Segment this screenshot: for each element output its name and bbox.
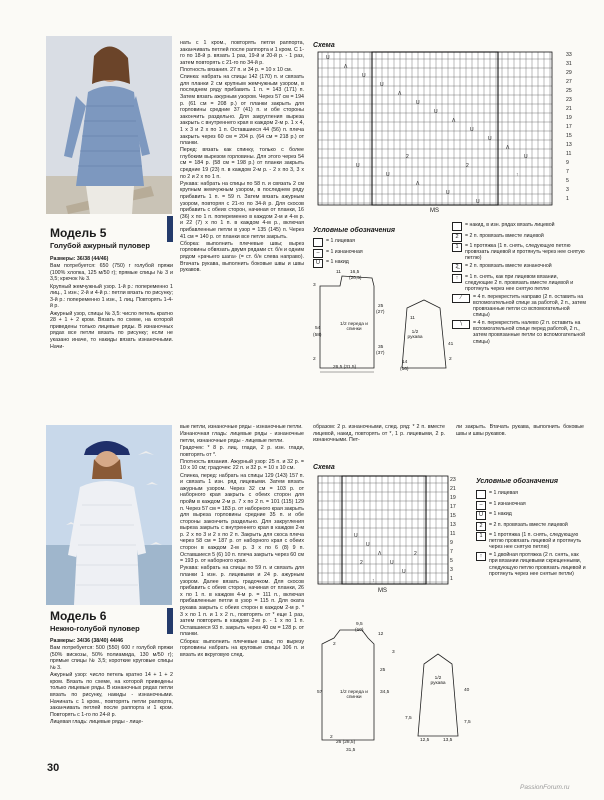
model6-legend (476, 490, 588, 578)
model6-para: Спинка, перед: набрать на спицы 129 (143) 157 п. и связать 1 изн. ряд лицевыми. Затем вязать ажурным узором. Через 32 см = 103 р. от наборного края закрыть с обеих сторон для пройм в каждом 2-м р. 7 х по 2 п. = 101 (115) 129 п. Через 57 см = 183 р. от наборного края закрыть для выреза горловины средние 35 п. и обе стороны закончить раздельно. Для закругления выреза закрыть с внутреннего края в каждом 2-м р. 2 х по 3 и 2 х по 2 п. Закрыть для скоса плеча через 58 см = 187 р. от наборного края с обеих сторон в каждом 2-м р. 3 х по 6 (8) 9 п. Оставшиеся 5 (6) 10 п. плеча закрыть через 60 см = 193 р. от наборного края. (180, 472, 304, 565)
row-number: 23 (566, 97, 572, 103)
svg-text:↑: ↑ (516, 172, 519, 178)
model6-pattern-diagram (312, 624, 472, 754)
row-number: 23 (450, 477, 456, 483)
svg-text:Λ: Λ (416, 181, 420, 187)
row-number: 29 (566, 70, 572, 76)
model6-dim: 3 (392, 650, 395, 655)
svg-text:↑: ↑ (372, 578, 375, 584)
legend-entry: = 1 лицевая (489, 490, 518, 496)
model6-scheme-label: Схема (313, 464, 335, 471)
model6-para: Вам потребуется: 500 (550) 600 г голубой пряжи (50% вискозы, 50% полиамида, 130 м/50 г); прямые спицы № 3,5; короткие круговые спицы № 3. (50, 645, 173, 671)
model5-subtitle: Голубой ажурный пуловер (50, 241, 150, 250)
row-number: 31 (566, 61, 572, 67)
svg-text:2: 2 (406, 154, 409, 160)
row-number: 17 (450, 504, 456, 510)
k2tog-icon: 2 (476, 522, 486, 531)
model5-para: Вам потребуется: 650 (750) г голубой пряжи (100% хлопка, 125 м/50 г); прямые спицы № 3 и 3,5; крючок № 3. (50, 263, 173, 283)
model6-scheme-row-numbers (450, 476, 464, 584)
model6-dim: 57 (317, 690, 323, 695)
svg-text:U: U (446, 190, 450, 196)
model6-dim: 12,5 (420, 738, 430, 743)
svg-text:U: U (402, 569, 406, 575)
svg-text:U: U (470, 127, 474, 133)
k2tog-icon: 2 (452, 233, 462, 242)
row-number: 13 (450, 522, 456, 528)
site-watermark: PassionForum.ru (520, 784, 570, 791)
model5-accent-bar (167, 216, 173, 242)
model5-scheme-chart (316, 50, 574, 210)
model6-para: Сборка: выполнить плечевые швы; по вырезу горловины набрать на круговые спицы 106 п. и вязать их вкруговую след. (180, 638, 304, 658)
svg-text:Λ: Λ (378, 551, 382, 557)
model5-dim: (16) (400, 367, 409, 372)
row-number: 9 (566, 160, 569, 166)
page-number: 30 (47, 762, 60, 774)
model6-para: Градочек: * 8 р. лиц. глади, 2 р. изн. глади, повторять от *. (180, 444, 304, 458)
model6-para: Плотность вязания. Ажурный узор: 25 п. и 32 р. = 10 х 10 см; градочек: 22 п. и 32 р. = 10 х 10 см. (180, 458, 304, 472)
model6-para: Рукава: набрать на спицы по 59 п. и связать для планки 1 изн. р. лицевыми и 24 р. ажурным узором. Далее вязать градочком. Для скосов прибавить с обеих сторон, начиная от планки, 26 х по 1 п. в каждом 4-м р. = 111 п., включая прибавленные петли в узор = 115 п. Для оката рукава закрыть с обеих сторон в каждом 2-м р. * 3 х по 1 п. и 1 х 2 п., повторять от * еще 1 раз, затем повторить в каждом 2-м р. - 1 х по 1 п. Оставшиеся 93 п. закрыть через 40 см = 128 р. от планки. (180, 565, 304, 638)
row-number: 13 (566, 142, 572, 148)
model6-dim: 34,5 (380, 690, 390, 695)
row-number: 17 (566, 124, 572, 130)
legend-entry: = накид, в изн. рядах вязать лицевой (465, 222, 555, 228)
knit-icon (313, 238, 323, 247)
model5-left-text (50, 256, 173, 351)
model5-para: нать с 1 кром., повторять петли раппорта, заканчивать петлей после раппорта и 1 кром. С 1-го по 18-й р. вязать 1 раз, 19-й и 20-й р. - 1 раз, затем повторять с 21-го по 34-й р. (180, 40, 304, 66)
svg-text:U: U (326, 55, 330, 61)
yarn-over-icon: U (476, 511, 486, 520)
model6-para: Лицевая гладь: лицевые ряды - лице- (50, 718, 144, 725)
row-number: 5 (566, 178, 569, 184)
model5-photo (46, 36, 172, 214)
model5-title: Модель 5 (50, 226, 107, 240)
svg-text:U: U (524, 154, 528, 160)
model5-legend-left (313, 238, 403, 270)
purl-icon: – (313, 249, 323, 258)
model6-piece-label: 1/2 рукава (430, 676, 446, 686)
model5-sizes: Размеры: 36/38 (44/46) (50, 256, 109, 262)
row-number: 11 (566, 151, 572, 157)
model5-para: Крупный жемчужный узор. 1-й р.: попеременно 1 лиц., 1 изн.; 2-й и 4-й р.: петли вязать по рисунку; 3-й р.: попеременно 1 изн., 1 лиц. Повторять 1-4-й р. (50, 283, 173, 310)
model5-dim: 2 (313, 357, 316, 362)
model6-left-text (50, 638, 173, 726)
model6-col4-top: ли закрыть. Втачать рукава, выполнить боковые швы и швы рукавов. (456, 424, 584, 437)
model5-middle-text (180, 40, 304, 274)
model5-dim: 3 (313, 283, 316, 288)
row-number: 25 (566, 88, 572, 94)
model6-dim: 12 (378, 632, 384, 637)
model5-para: Сборка: выполнить плечевые швы; вырез горловины обвязать двумя рядами ст. б/н и одним рядом «рачьего шага» (= ст. б/н слева направо). Втачать рукава, выполнить боковые швы и швы рукавов. (180, 240, 304, 274)
sk2p-icon: ↑ (452, 274, 462, 283)
row-number: 1 (450, 576, 453, 582)
model5-dim: 54 (315, 326, 321, 331)
legend-entry: = 1 п. снять, как при лицевом вязании, следующие 2 п. провязать вместе лицевой и протянуть через нее снятую петлю (465, 273, 574, 293)
double-ssk-icon: ↑ (476, 552, 486, 561)
legend-entry: = 1 протяжка (1 п. снять, следующую петлю провязать лицевой и протянуть через нее снятую петлю) (465, 243, 585, 262)
model5-para: Спинка: набрать на спицы 142 (170) п. и связать для планки 2 см крупным жемчужным узором, в последнем ряду прибавить 1 п. = 143 (171) п. Затем вязать ажурным узором. Через 57 см = 194 р. (61 см = 208 р.) от планки закрыть для горловины средние 37 (41) п. и обе стороны закончить раздельно. Для закругления выреза закрыть с внутреннего края в каждом 2-м р. 1 х 4, 1 х 3 и 2 х по 1 п. Оставшиеся 44 (56) п. плеча закрыть через 60 см = 204 р. (64 см = 218 р.) от планки. (180, 74, 304, 147)
row-number: 19 (566, 115, 572, 121)
purl-icon: – (476, 501, 486, 510)
model5-scheme-ms: MS (430, 208, 439, 214)
model5-dim: 14 (402, 360, 408, 365)
model6-dim: 2 (333, 642, 336, 647)
row-number: 7 (566, 169, 569, 175)
svg-text:U: U (362, 73, 366, 79)
row-number: 21 (450, 486, 456, 492)
svg-text:Λ: Λ (506, 145, 510, 151)
row-number: 9 (450, 540, 453, 546)
model6-para: Ажурный узор: число петель кратно 14 + 1 + 2 кром. Вязать по схеме, на которой приведены только лицевые ряды. В изнаночных рядах петли вязать по рисунку, накиды - изнаночными. Начинать с 1 кром., повторять петли раппорта, заканчивать петлей после раппорта и 1 кром. Повторять с 1-го по 24-й р. (50, 672, 173, 718)
row-number: 15 (450, 513, 456, 519)
svg-text:Λ: Λ (398, 91, 402, 97)
model6-accent-bar (167, 608, 173, 634)
svg-text:U: U (366, 542, 370, 548)
model5-dim: 2 (449, 357, 452, 362)
model6-para: Изнаночная гладь: лицевые ряды - изнаночные петли, изнаночные ряды - лицевые петли. (180, 431, 304, 444)
model6-photo (46, 425, 172, 605)
legend-entry: = 1 двойная протяжка (2 п. снять, как при вязании лицевыми скрещенными, следующую петлю провязать лицевой и протянуть через нее снятые петли) (489, 552, 586, 577)
legend-entry: = 4 п. перекрестить налево (2 п. оставить на вспомогательной спице перед работой, 2 п., затем провязанные петли со вспомогательной спицы) (473, 320, 586, 345)
svg-text:U: U (386, 172, 390, 178)
svg-text:U: U (380, 82, 384, 88)
legend-entry: = 1 протяжка (1 п. снять, следующую петлю провязать лицевой и протянуть через нее снятую петлю) (489, 532, 582, 551)
model6-scheme-chart (316, 474, 456, 590)
model5-dim: 35 (378, 345, 384, 350)
p2tog-icon: 2̲ (452, 263, 462, 272)
model5-scheme-label: Схема (313, 42, 335, 49)
model5-piece-label: 1/2 рукава (407, 330, 423, 340)
yarn-over-knit-icon: ⌒ (452, 222, 462, 231)
model5-para: Ажурный узор, спицы № 3,5: число петель кратно 28 + 1 + 2 кром. Вязать по схеме, на которой приведены только лицевые ряды. В изнаночных рядах все петли вязать по рисунку; если не указано иначе, то накиды вязать изнаночными. Начи- (50, 310, 173, 350)
model6-title: Модель 6 (50, 609, 107, 623)
model6-dim: 31,5 (346, 748, 356, 753)
model5-piece-label: 1/2 переда и спинки (340, 322, 368, 332)
model5-para: Плотность вязания. 27 п. и 34 р. = 10 х 10 см. (180, 66, 293, 73)
model6-dim: 7,5 (405, 716, 412, 721)
model6-middle-text (180, 424, 304, 659)
svg-text:U: U (434, 109, 438, 115)
svg-text:U: U (416, 100, 420, 106)
svg-text:Λ: Λ (452, 118, 456, 124)
row-number: 1 (566, 196, 569, 202)
svg-text:U: U (356, 163, 360, 169)
model6-dim: 2 (330, 735, 333, 740)
model5-dim: 26,5 (31,5) (333, 365, 357, 370)
ssk-icon: 1 (452, 243, 462, 252)
legend-entry: = 1 изнаночная (326, 248, 363, 255)
svg-text:2: 2 (414, 551, 417, 557)
row-number: 5 (450, 558, 453, 564)
model5-legend-title: Условные обозначения (313, 227, 396, 234)
model6-para: вые петли, изнаночные ряды - изнаночные петли. (180, 424, 303, 430)
model5-dim: (20,5) (349, 276, 362, 281)
legend-entry: = 1 накид (326, 259, 349, 265)
model6-subtitle: Нежно-голубой пуловер (50, 624, 140, 633)
svg-text:U: U (476, 199, 480, 205)
model5-dim: (27) (376, 310, 385, 315)
row-number: 27 (566, 79, 572, 85)
row-number: 21 (566, 106, 572, 112)
model6-col3-top: образом: 2 р. изнаночными, след. ряд: * 2 п. вместе лицевой, накид, повторять от *, 1 р. лицевыми, 2 р. изнаночными. Пет- (313, 424, 445, 444)
cable-right-icon: ⁄ (452, 294, 470, 303)
svg-text:U: U (354, 533, 358, 539)
model6-dim: 40 (464, 688, 470, 693)
row-number: 3 (566, 187, 569, 193)
legend-entry: = 1 лицевая (326, 238, 355, 244)
model5-para: Рукава: набрать на спицы по 58 п. и связать 2 см крупным жемчужным узором, в последнем ряду прибавить 1 п. = 59 п. Затем вязать ажурным узором, повторяя с 21-го по 34-й р. Для скосов прибавить с обеих сторон, начиная от планки, 16 (36) х по 1 п. попеременно в каждом 2-м и 4-м р. и 22 (7) х по 1 п. в каждом 4-м р., включая прибавленные петли в узор = 135 (145) п. Через 41 см = 140 р. от планки все петли закрыть. (180, 180, 304, 240)
knit-icon (476, 490, 486, 499)
cable-left-icon: ∖ (452, 320, 470, 329)
legend-entry: = 1 изнаночная (489, 500, 526, 507)
row-number: 33 (566, 52, 572, 58)
model6-dim: 13,5 (443, 738, 453, 743)
model5-dim: 16,5 (350, 270, 360, 275)
model5-para: Перед: вязать как спинку, только с более глубоким вырезом горловины. Для этого через 54 см = 184 р. (58 см = 198 р.) от планки закрыть средние 19 (23) п. в каждом 2-м р. - 2 х по 3, 3 х по 2 и 2 х по 1 п. (180, 147, 304, 180)
model5-dim: 41 (448, 342, 454, 347)
model6-piece-label: 1/2 переда и спинки (340, 690, 368, 700)
yarn-over-icon: U (313, 259, 323, 268)
model5-legend-right (452, 222, 587, 346)
model6-dim: 26 (28,5) (336, 740, 356, 745)
model6-dim: 7,5 (464, 720, 471, 725)
model6-scheme-ms: MS (378, 588, 387, 594)
row-number: 11 (450, 531, 456, 537)
model6-dim: 9,5 (356, 622, 363, 627)
svg-text:U: U (390, 560, 394, 566)
model5-dim: 11 (410, 316, 415, 321)
svg-text:2: 2 (360, 560, 363, 566)
model6-dim: (10) (355, 628, 364, 633)
model5-dim: (58) (313, 333, 322, 338)
legend-entry: = 2 п. провязать вместе лицевой (489, 521, 568, 528)
model5-dim: 11 (336, 270, 341, 275)
legend-entry: = 2 п. провязать вместе лицевой (465, 232, 544, 239)
model6-sizes: Размеры: 34/36 (38/40) 44/46 (50, 638, 124, 644)
svg-text:Λ: Λ (344, 64, 348, 70)
model5-pattern-diagram (312, 268, 452, 378)
svg-text:U: U (488, 136, 492, 142)
row-number: 7 (450, 549, 453, 555)
row-number: 3 (450, 567, 453, 573)
legend-entry: = 1 накид (489, 511, 512, 517)
row-number: 19 (450, 495, 456, 501)
model6-dim: 25 (380, 668, 386, 673)
model5-dim: 25 (378, 304, 384, 309)
svg-text:2: 2 (466, 163, 469, 169)
model6-legend-title: Условные обозначения (476, 478, 559, 485)
model5-scheme-row-numbers (566, 51, 582, 204)
model5-dim: (37) (376, 351, 385, 356)
legend-entry: = 2 п. провязать вместе изнаночной (465, 263, 552, 270)
ssk-icon: 1 (476, 532, 486, 541)
legend-entry: = 4 п. перекрестить направо (2 п. оставить на вспомогательной спице за работой, 2 п., затем провязанные петли со вспомогательной спицы) (473, 293, 586, 319)
row-number: 15 (566, 133, 572, 139)
